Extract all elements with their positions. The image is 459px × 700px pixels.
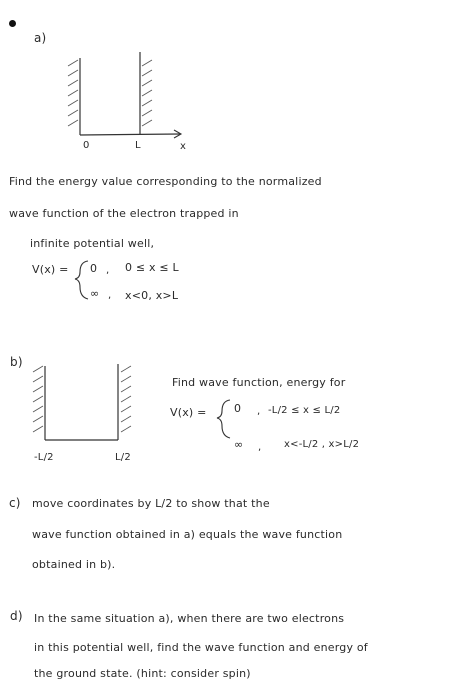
comma-b2: ,: [258, 442, 262, 453]
part-a-line2: wave function of the electron trapped in: [9, 207, 239, 220]
axis-L-label: L: [135, 140, 141, 151]
part-c-line3: obtained in b).: [32, 558, 116, 571]
axis-origin-label: 0: [83, 140, 90, 151]
part-d-label: d): [10, 609, 23, 623]
case2-cond-b: x<-L/2 , x>L/2: [284, 439, 360, 450]
case1-value-a: 0: [90, 262, 98, 275]
case2-cond-a: x<0, x>L: [125, 289, 179, 302]
part-a-line3: infinite potential well,: [30, 237, 155, 250]
comma-a1: ,: [106, 265, 110, 276]
part-a-label: a): [34, 31, 47, 45]
axis-left-label-b: -L/2: [34, 452, 54, 463]
part-d-line2: in this potential well, find the wave function and energy of: [34, 641, 368, 654]
potential-lhs-a: V(x) =: [32, 263, 69, 276]
case1-value-b: 0: [234, 402, 242, 415]
potential-lhs-b: V(x) =: [170, 406, 207, 419]
part-c-label: c): [9, 496, 21, 510]
case2-value-a: ∞: [90, 287, 100, 300]
case2-value-b: ∞: [234, 438, 244, 451]
comma-b1: ,: [257, 406, 261, 417]
part-c-line1: move coordinates by L/2 to show that the: [32, 497, 270, 510]
case1-cond-a: 0 ≤ x ≤ L: [125, 261, 179, 274]
part-a-line1: Find the energy value corresponding to the normalized: [9, 175, 322, 188]
part-b-label: b): [10, 355, 23, 369]
axis-right-label-b: L/2: [115, 452, 131, 463]
comma-a2: ,: [108, 290, 112, 301]
part-b-line1: Find wave function, energy for: [172, 376, 346, 389]
case1-cond-b: -L/2 ≤ x ≤ L/2: [268, 405, 341, 416]
part-d-line1: In the same situation a), when there are two electrons: [34, 612, 345, 625]
part-c-line2: wave function obtained in a) equals the wave function: [32, 528, 343, 541]
part-d-line3: the ground state. (hint: consider spin): [34, 667, 251, 680]
axis-x-label: x: [180, 141, 187, 152]
